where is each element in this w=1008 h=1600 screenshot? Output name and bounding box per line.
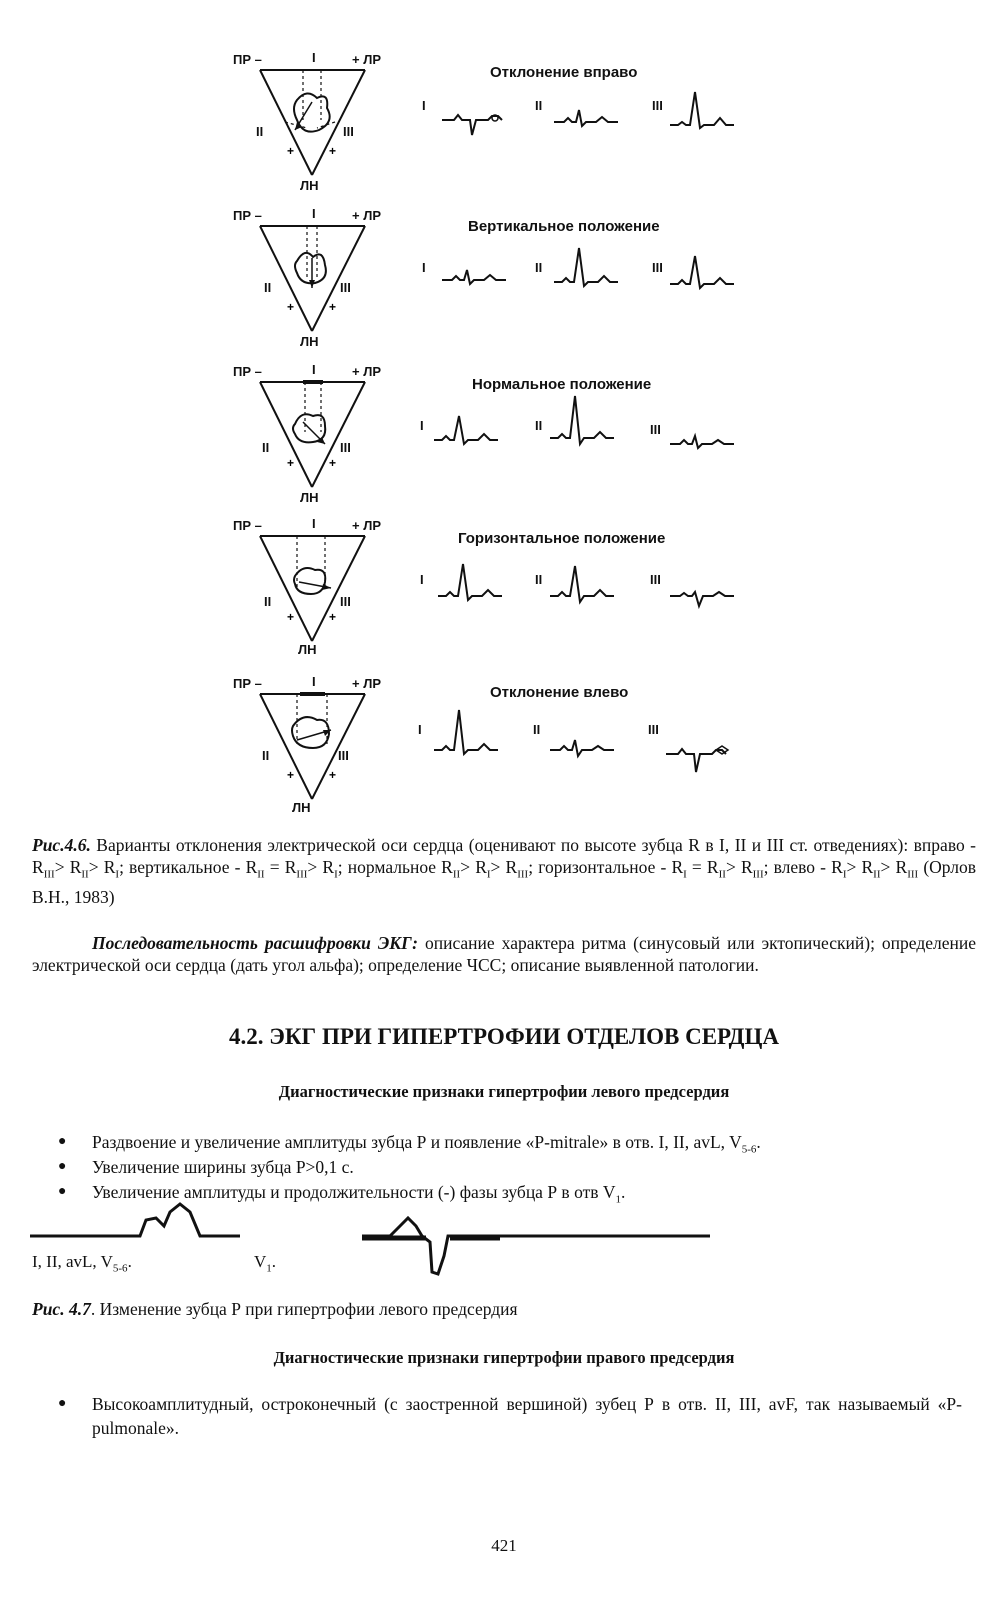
caption-text: ; влево - R bbox=[763, 857, 843, 877]
svg-text:+: + bbox=[287, 300, 295, 314]
caption-text: > R bbox=[725, 857, 753, 877]
caption-text: > R bbox=[54, 857, 82, 877]
caption-text: > R bbox=[490, 857, 518, 877]
caption-sub: I bbox=[683, 868, 687, 881]
corner-left-label: ПР – bbox=[233, 208, 262, 223]
label-sub: 5-6 bbox=[112, 1262, 128, 1275]
ecg-trace-lead-ii bbox=[548, 716, 618, 776]
caption-sub: II bbox=[452, 868, 461, 881]
corner-bottom-label: ЛН bbox=[300, 490, 319, 505]
corner-bottom-label: ЛН bbox=[298, 642, 317, 657]
corner-left-label: ПР – bbox=[233, 676, 262, 691]
axis-row-horizontal bbox=[0, 516, 1008, 666]
ecg-lead-i-label: I bbox=[422, 260, 426, 275]
caption-text: ; нормальное R bbox=[337, 857, 453, 877]
section-title: 4.2. ЭКГ ПРИ ГИПЕРТРОФИИ ОТДЕЛОВ СЕРДЦА bbox=[229, 1024, 779, 1049]
corner-top-label: I bbox=[312, 362, 316, 377]
ecg-lead-ii-label: II bbox=[535, 418, 543, 433]
row-title: Отклонение влево bbox=[490, 684, 629, 701]
caption-label: Рис.4.6. bbox=[32, 835, 91, 855]
ecg-lead-i-label: I bbox=[420, 572, 424, 587]
axis-row-normal bbox=[0, 362, 1008, 512]
einthoven-triangle bbox=[225, 674, 405, 824]
svg-text:+: + bbox=[329, 456, 337, 470]
ecg-lead-iii-label: III bbox=[650, 572, 661, 587]
ecg-trace-lead-ii bbox=[548, 552, 618, 612]
axis-row-vertical bbox=[0, 206, 1008, 356]
ecg-trace-lead-i bbox=[432, 702, 502, 762]
caption-sub: II bbox=[81, 868, 89, 881]
caption-sub: I bbox=[115, 868, 120, 881]
caption-sub: II bbox=[257, 868, 265, 881]
corner-bottom-label: ЛН bbox=[300, 334, 319, 349]
ecg-trace-lead-iii bbox=[668, 80, 738, 140]
triangle-lead-iii-label: III bbox=[338, 748, 349, 763]
row-title: Отклонение вправо bbox=[490, 64, 638, 81]
ecg-lead-i-label: I bbox=[422, 98, 426, 113]
corner-bottom-label: ЛН bbox=[300, 178, 319, 193]
triangle-lead-iii-label: III bbox=[343, 124, 354, 139]
la-bullet-1 bbox=[58, 1130, 958, 1154]
ecg-lead-iii-label: III bbox=[650, 422, 661, 437]
corner-top-label: I bbox=[312, 206, 316, 221]
bullet-dot: ● bbox=[58, 1159, 67, 1174]
triangle-lead-ii-label: II bbox=[262, 440, 270, 455]
caption-text: > R bbox=[88, 857, 116, 877]
caption-text: ; вертикальное - R bbox=[119, 857, 258, 877]
corner-right-label: + ЛР bbox=[352, 364, 381, 379]
svg-text:+: + bbox=[287, 144, 295, 158]
p-mitrale-trace bbox=[30, 1204, 240, 1236]
caption-label: Рис. 4.7 bbox=[32, 1299, 91, 1319]
caption-sub: III bbox=[517, 868, 529, 881]
triangle-lead-iii-label: III bbox=[340, 280, 351, 295]
ecg-trace-lead-i bbox=[440, 90, 510, 150]
caption-text: = R bbox=[264, 857, 297, 877]
corner-right-label: + ЛР bbox=[352, 518, 381, 533]
ecg-trace-lead-ii bbox=[552, 90, 622, 150]
ecg-lead-ii-label: II bbox=[535, 260, 543, 275]
label-part: . bbox=[127, 1252, 132, 1271]
axis-row-left-deviation bbox=[0, 674, 1008, 824]
bullet-text-part: Увеличение амплитуды и продолжительности (-) фазы зубца Р в отв V bbox=[92, 1182, 616, 1202]
caption-text: > R bbox=[460, 857, 487, 877]
caption-text: (Орлов В.Н., 1983) bbox=[32, 857, 977, 907]
ecg-lead-i-label: I bbox=[418, 722, 422, 737]
triangle-lead-iii-label: III bbox=[340, 594, 351, 609]
corner-top-label: I bbox=[312, 674, 316, 689]
row-title: Вертикальное положение bbox=[468, 218, 660, 235]
bullet-text-part: . bbox=[621, 1182, 626, 1202]
fig47-right-label bbox=[254, 1252, 276, 1274]
axis-row-right-deviation bbox=[0, 50, 1008, 200]
ecg-trace-lead-iii bbox=[664, 722, 740, 782]
caption-text: ; горизонтальное - R bbox=[528, 857, 684, 877]
corner-left-label: ПР – bbox=[233, 364, 262, 379]
ecg-trace-lead-ii bbox=[552, 238, 622, 298]
corner-left-label: ПР – bbox=[233, 518, 262, 533]
bullet-text-part: . bbox=[756, 1132, 761, 1152]
ecg-reading-paragraph bbox=[32, 932, 976, 976]
triangle-lead-iii-label: III bbox=[340, 440, 351, 455]
ecg-lead-iii-label: III bbox=[652, 260, 663, 275]
caption-sub: III bbox=[296, 868, 308, 881]
label-part: . bbox=[271, 1252, 277, 1271]
ecg-trace-lead-iii bbox=[668, 410, 738, 470]
ecg-trace-lead-ii bbox=[548, 388, 618, 448]
bullet-text-part: Раздвоение и увеличение амплитуды зубца Р и появление «P-mitrale» в отв. I, II, avL, V bbox=[92, 1132, 742, 1152]
caption-text: > R bbox=[846, 857, 874, 877]
bullet-text: Высокоамплитудный, остроконечный (с заостренной вершиной) зубец Р в отв. II, III, avF, так называемый «P-pulmonale». bbox=[92, 1394, 962, 1438]
ecg-trace-lead-i bbox=[436, 552, 506, 612]
ecg-trace-lead-iii bbox=[668, 562, 738, 622]
svg-text:+: + bbox=[329, 610, 337, 624]
bullet-dot: ● bbox=[58, 1184, 67, 1199]
caption-sub: III bbox=[43, 868, 55, 881]
corner-bottom-label: ЛН bbox=[292, 800, 311, 815]
caption-text: Варианты отклонения электрической оси сердца (оценивают по высоте зубца R в I, II и III ст. отведениях): вправо - R bbox=[32, 835, 976, 877]
caption-sub: II bbox=[718, 868, 726, 881]
ecg-lead-ii-label: II bbox=[535, 572, 543, 587]
corner-right-label: + ЛР bbox=[352, 208, 381, 223]
label-part: I, II, avL, V bbox=[32, 1252, 113, 1271]
ra-heading: Диагностические признаки гипертрофии правого предсердия bbox=[273, 1348, 735, 1367]
corner-top-label: I bbox=[312, 516, 316, 531]
svg-text:+: + bbox=[329, 144, 337, 158]
svg-text:+: + bbox=[329, 768, 337, 782]
bullet-sub: 5-6 bbox=[741, 1143, 757, 1156]
ecg-trace-lead-iii bbox=[668, 240, 738, 300]
corner-right-label: + ЛР bbox=[352, 52, 381, 67]
bullet-dot: ● bbox=[58, 1396, 67, 1411]
figure-4-7-caption bbox=[32, 1298, 976, 1320]
fig47-left-label bbox=[32, 1252, 132, 1274]
ecg-trace-lead-i bbox=[432, 398, 502, 458]
la-heading: Диагностические признаки гипертрофии левого предсердия bbox=[278, 1082, 730, 1101]
caption-sub: I bbox=[486, 868, 491, 881]
corner-top-label: I bbox=[312, 50, 316, 65]
paragraph-label: Последовательность расшифровки ЭКГ: bbox=[92, 933, 418, 953]
figure-4-6-caption bbox=[32, 834, 976, 908]
triangle-lead-ii-label: II bbox=[262, 748, 270, 763]
row-title: Горизонтальное положение bbox=[458, 530, 666, 547]
caption-text: . Изменение зубца Р при гипертрофии левого предсердия bbox=[90, 1299, 518, 1319]
svg-text:+: + bbox=[287, 610, 295, 624]
svg-text:+: + bbox=[287, 768, 295, 782]
caption-sub: III bbox=[752, 868, 764, 881]
corner-right-label: + ЛР bbox=[352, 676, 381, 691]
bullet-sub: 1 bbox=[615, 1193, 622, 1206]
label-sub: 1 bbox=[266, 1262, 272, 1275]
bullet-dot: ● bbox=[58, 1134, 67, 1149]
paragraph-text: описание характера ритма (синусовый или эктопический); определение электрической оси сердца (дать угол альфа); определение ЧСС; описание выявленной патологии. bbox=[32, 933, 977, 975]
triangle-lead-ii-label: II bbox=[264, 280, 272, 295]
caption-text: > R bbox=[880, 857, 908, 877]
page-number: 421 bbox=[491, 1536, 517, 1555]
la-bullet-2 bbox=[58, 1155, 958, 1179]
svg-text:+: + bbox=[287, 456, 295, 470]
label-part: V bbox=[254, 1252, 267, 1271]
caption-sub: II bbox=[873, 868, 881, 881]
triangle-lead-ii-label: II bbox=[264, 594, 272, 609]
caption-text: > R bbox=[307, 857, 335, 877]
ecg-lead-i-label: I bbox=[420, 418, 424, 433]
svg-text:+: + bbox=[329, 300, 337, 314]
bullet-text: Увеличение ширины зубца Р>0,1 с. bbox=[92, 1157, 354, 1177]
caption-sub: III bbox=[907, 868, 919, 881]
ecg-lead-ii-label: II bbox=[533, 722, 541, 737]
corner-left-label: ПР – bbox=[233, 52, 262, 67]
ecg-lead-iii-label: III bbox=[648, 722, 659, 737]
caption-sub: I bbox=[334, 868, 338, 881]
ecg-trace-lead-i bbox=[440, 248, 510, 308]
caption-sub: I bbox=[842, 868, 847, 881]
triangle-lead-ii-label: II bbox=[256, 124, 264, 139]
ra-bullet-1 bbox=[58, 1392, 962, 1440]
figure-4-7-p-wave-traces bbox=[30, 1193, 720, 1286]
ecg-lead-iii-label: III bbox=[652, 98, 663, 113]
v1-p-wave-trace bbox=[362, 1218, 710, 1274]
row-title: Нормальное положение bbox=[472, 376, 652, 393]
caption-text: = R bbox=[686, 857, 719, 877]
ecg-lead-ii-label: II bbox=[535, 98, 543, 113]
